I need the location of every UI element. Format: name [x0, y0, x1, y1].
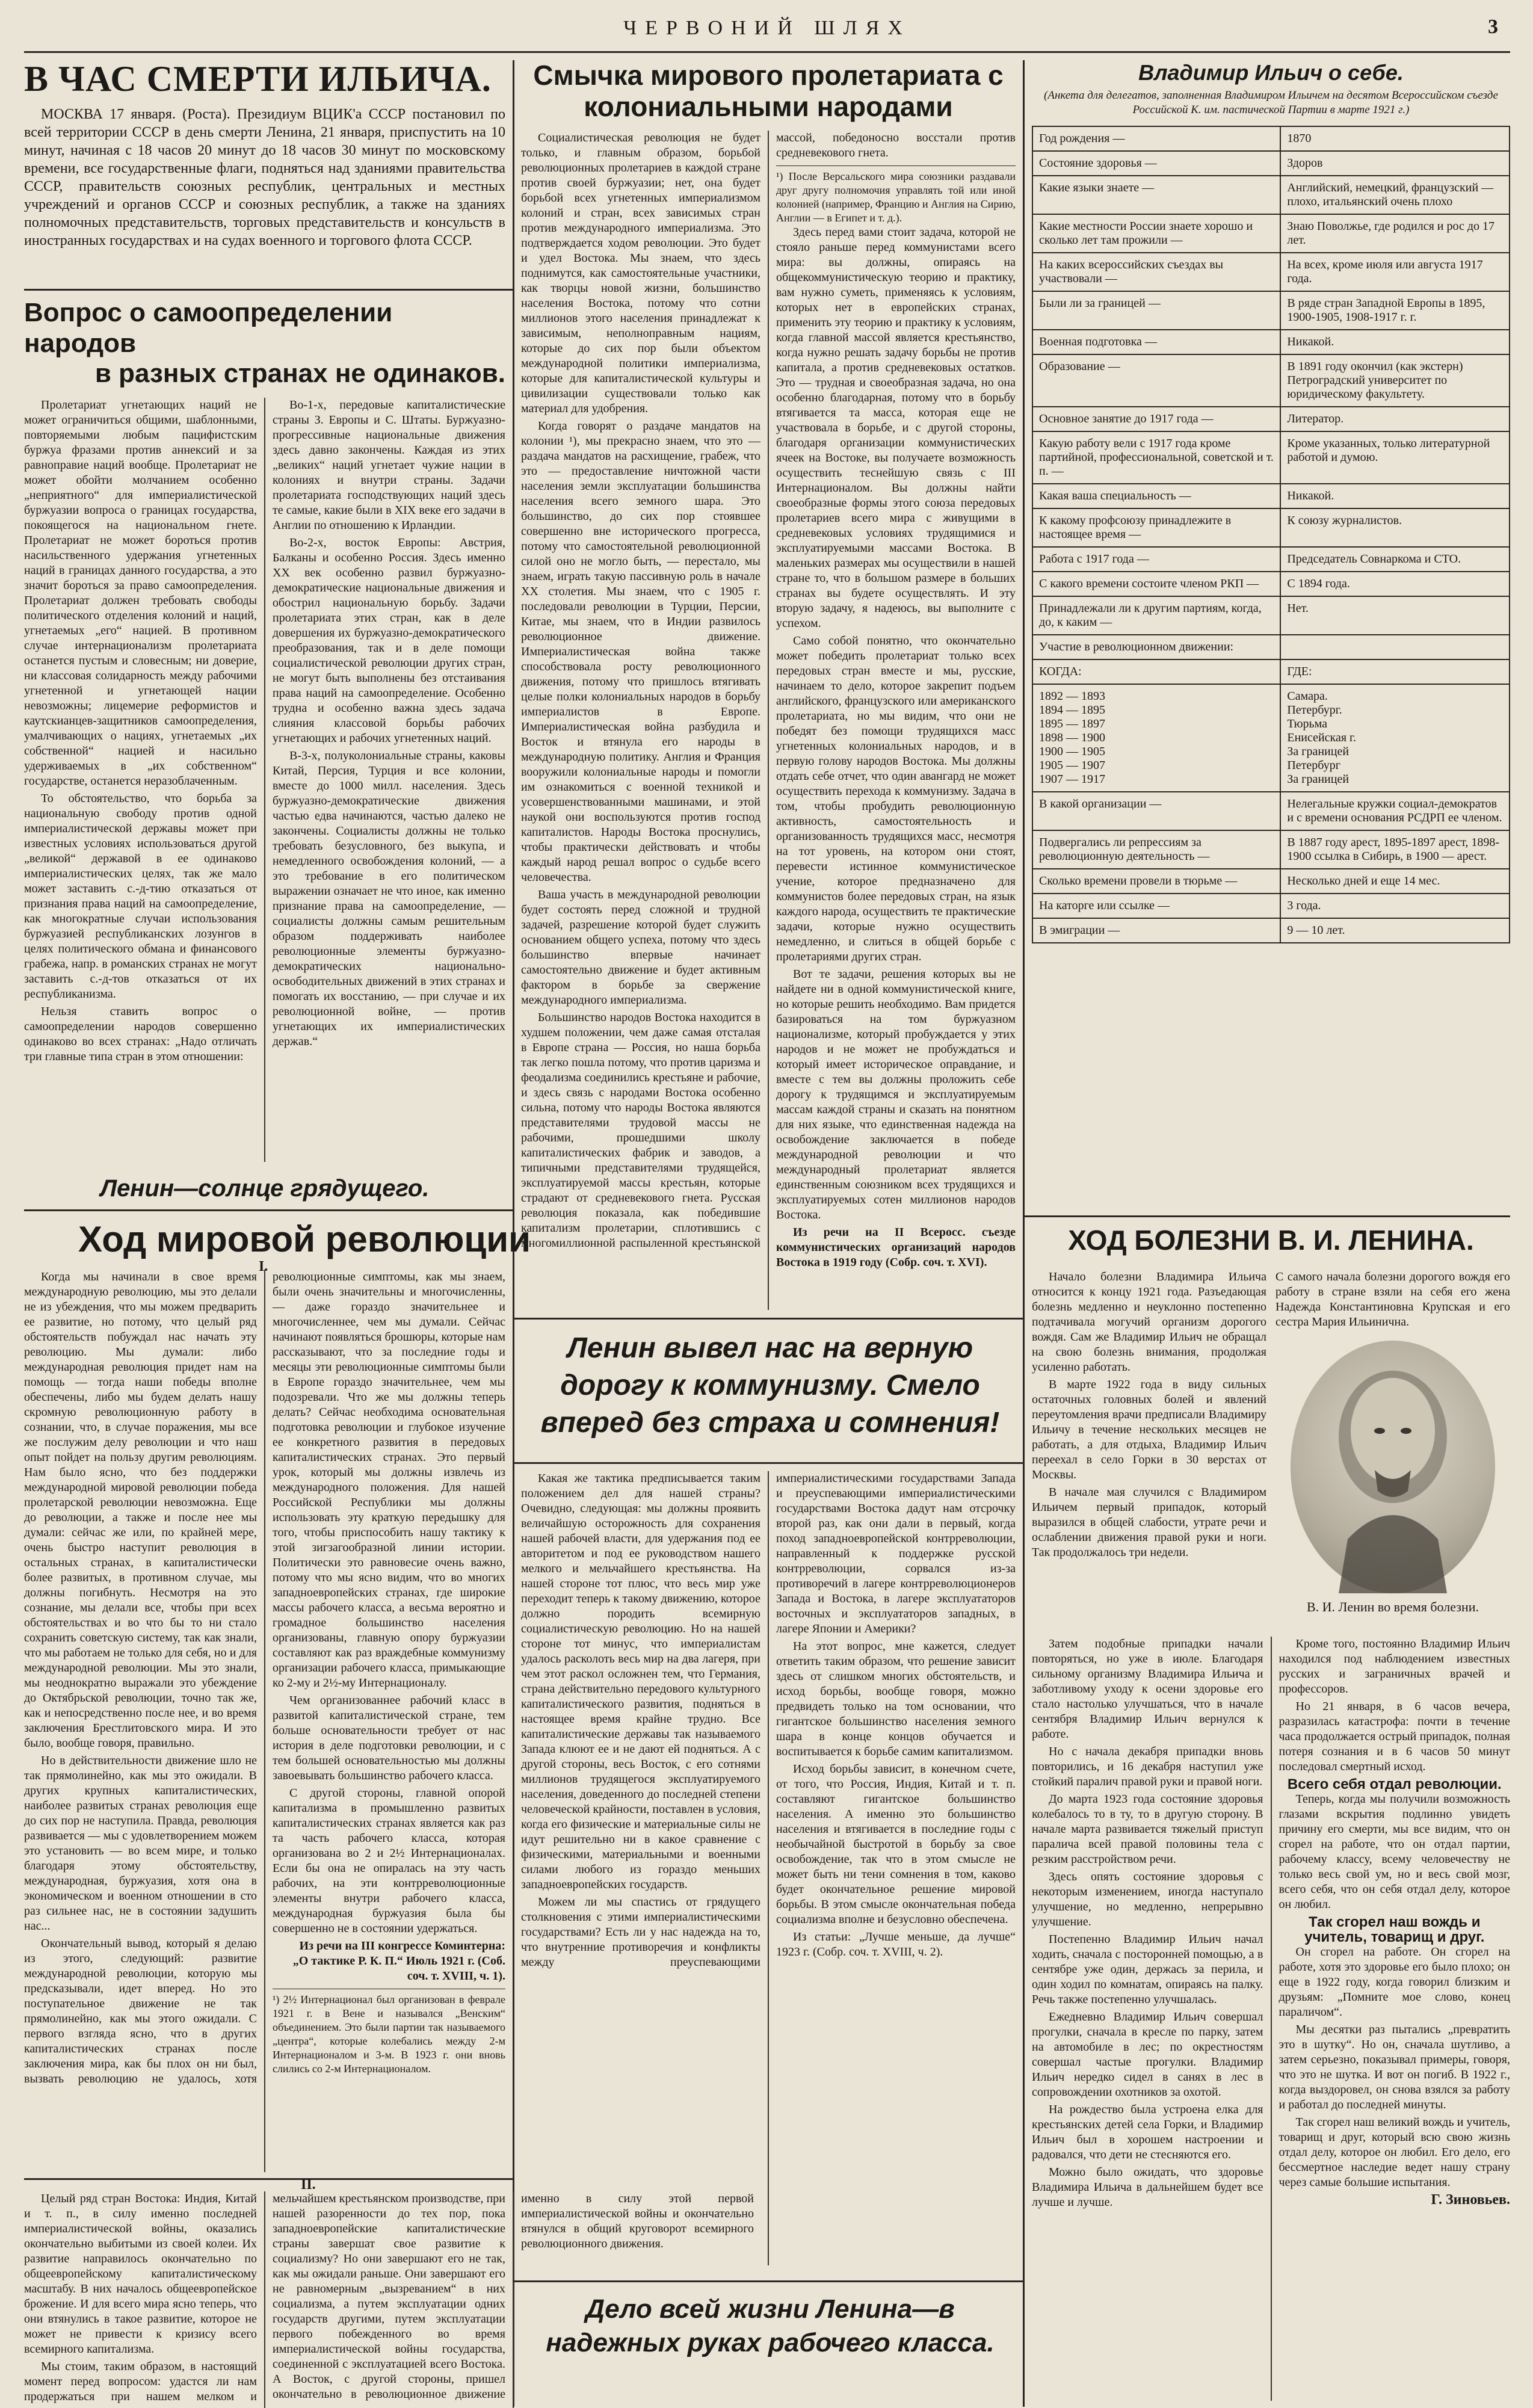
world-revolution-title: Ход мировой революции — [78, 1219, 531, 1259]
paragraph: Окончательный вывод, который я делаю из этого, следующий: развитие международной революции, которую мы предсказывали, идет вперед. Но это поступательное движение не так прямолинейно, как мы этого ожидали. С первого взгляда ясно, что в других капиталистических странах после заключения мира, как бы плох он ни был, вызвать революцию не удалось, хотя революционные симптомы, как мы знаем, были очень значительны и многочисленны, — даже гораздо значительнее и многочисленнее, чем мы думали. Сейчас начинают появляться брошюры, которые нам рассказывают, что за последние годы и месяцы эти революционные симптомы были в Европе гораздо значительнее, чем мы подозревали. Что же мы должны теперь делать? Сейчас необходима основательная подготовка революции и глубокое изучение ее конкретного развития в передовых капиталистических странах. Это первый урок, который мы должны извлечь из международного положения. Для нашей Российской Республики мы должны использовать эту краткую передышку для того, чтобы приспособить нашу тактику к этой зигзагообразной линии истории. Политически это равновесие очень важно, потому что мы ясно видим, что во многих западноевропейских странах, где широкие массы рабочего класса, а весьма вероятно и громадное большинство населения организованы, главную опору буржуазии составляют как раз враждебные коммунизму организации рабочего класса, примыкающие ко 2-му и 2½-му Интернационалу. — [24, 1270, 505, 2085]
paragraph: Затем подобные припадки начали повторяться, но уже в июле. Благодаря сильному организму Владимира Ильича и заботливому уходу к осени здоровье его стало настолько улучшаться, что в начале сентября Владимир Ильич вернулся к работе. — [1032, 1637, 1263, 1741]
paragraph: Целый ряд стран Востока: Индия, Китай и т. п., в силу именно последней империалистической войны, оказались окончательно выбитыми из своей колеи. Их развитие направилось окончательно по общеевропейскому капиталистическому масштабу. В них началось общеевропейское брожение. И для всего мира ясно теперь, что они втянулись в такое развитие, которое не может не привести к кризису всего всемирного капитализма. — [24, 2192, 257, 2356]
bio-answer: К союзу журналистов. — [1280, 508, 1510, 547]
bio-table-row — [1032, 253, 1510, 291]
bio-answer: Нелегальные кружки социал-демократов и с времени основания РСДРП ее членом. — [1280, 792, 1510, 830]
bio-question: Подвергались ли репрессиям за революционную деятельность — — [1032, 830, 1280, 869]
bio-question: Какие местности России знаете хорошо и сколько лет там прожили — — [1032, 214, 1280, 253]
section-rule — [1023, 1215, 1510, 1217]
paragraph: Когда говорят о раздаче мандатов на колонии ¹), мы прекрасно знаем, что это — раздача мандатов на расхищение, грабеж, что это — предоставление ничтожной части населения земли эксплуатации большинства населения всего земного шара. Это большинство, до сих пор стоявшее совершенно вне исторического прогресса, потому что самостоятельной революционной силой оно не могло быть, — перестало, мы знаем, играть такую пассивную роль в начале XX столетия. Мы знаем, что с 1905 г. последовали революции в Турции, Персии, Китае, мы знаем, что в Индии развилось революционное движение. Империалистическая война также способствовала росту революционного движения, потому что пришлось втягивать целые полки колониальных народов в борьбу империалистов в Европе. Империалистическая война разбудила и Восток и втянула его народы в международную политику. Англия и Франция вооружили колониальные народы и помогли им ознакомиться с военной техникой и усовершенствованными машинами, и этой наукой они воспользуются против господ капиталистов. Народы Востока проснулись, чтобы практически действовать и чтобы каждый народ решал вопрос о судьбе всего человечества. — [521, 419, 760, 884]
footnote: ¹) После Версальского мира союзники раздавали друг другу полномочия управлять той или иной колонией (например, Францию и Англия на Сирию, Англии — в Египет и т. д.). — [776, 165, 1016, 225]
bio-table-row — [1032, 407, 1510, 431]
bio-question: Состояние здоровья — — [1032, 151, 1280, 176]
bio-question: Сколько времени провели в тюрьме — — [1032, 869, 1280, 894]
paragraph: Но 21 января, в 6 часов вечера, разразилась катастрофа: почти в течение часа продолжается острый припадок, полная потеря сознания и в 6 часов 50 минут последовал смертный исход. — [1279, 1700, 1510, 1773]
paragraph: В-3-х, полуколониальные страны, каковы Китай, Персия, Турция и все колонии, вместе до 1000 милл. населения. Здесь буржуазно-демократические движения частью едва начинаются, частью далеко не закончены. Социалисты должны не только требовать безусловного, без выкупа, и немедленного освобождения колоний, — а это требование в его политическом выражении означает не что иное, как именно признание права на самоопределение, — социалисты должны самым решительным образом поддерживать наиболее революционные элементы буржуазно-демократических национально-освободительных движений в этих странах и помогать их восстанию, — при случае и их революционной войне, — против угнетающих их империалистических держав.“ — [273, 749, 505, 1048]
portrait-image-icon — [1291, 1341, 1495, 1593]
illness-col-2-top — [1275, 1270, 1510, 1615]
paragraph: В начале мая случился с Владимиром Ильичем первый припадок, который выразился в общей слабости, утрате речи и ослаблении движения правой руки и ноги. Так продолжалось три недели. — [1032, 1486, 1266, 1559]
section-mark-2: II. — [301, 2177, 316, 2193]
world-revolution-continuation-body — [521, 1471, 1016, 2265]
section-rule — [513, 1318, 1023, 1320]
bio-answer: Английский, немецкий, французский — плохо, итальянский очень плохо — [1280, 176, 1510, 214]
bio-answer: Никакой. — [1280, 484, 1510, 508]
paragraph: Исход борьбы зависит, в конечном счете, от того, что Россия, Индия, Китай и т. п. составляют гигантское большинство населения. А именно это большинство населения и втягивается в последние годы с необычайной быстротой в борьбу за свое освобождение, так что в этом смысле не может быть ни тени сомнения в том, каково будет окончательное решение мировой борьбы. В этом смысле окончательная победа социализма вполне и безусловно обеспечена. — [776, 1762, 1016, 1926]
bio-table-row — [1032, 547, 1510, 572]
footnote: ¹) 2½ Интернационал был организован в феврале 1921 г. в Вене и назывался „Венским“ объединением. Это были партии так называемого „центра“, которые колебались между 2-м Интернационалом и 3-м. В 1923 г. они вновь слились со 2-м Интернационалом. — [273, 1989, 505, 2076]
column-rule-right — [1023, 60, 1025, 2407]
paragraph: Здесь перед вами стоит задача, которой не стояло раньше перед коммунистами всего мира: вы должны, опираясь на общекоммунистическую теорию и практику, вам нужно суметь, применяясь к условиям, которых нет в европейских странах, применить эту теорию и практику к условиям, когда главной массой является крестьянство, когда нужно решать задачу борьбы не против капитала, а против средневековых остатков. Это — трудная и своеобразная задача, но она особенно благодарная, потому что в борьбу втягивается та масса, которая еще не участвовала в борьбе, и с другой стороны, благодаря организации коммунистических ячеек на Востоке, вы получаете возможность осуществить теснейшую связь с III Интернационалом. Вы должны найти своеобразные формы этого союза передовых пролетариев всего мира с живущими в средневековых условиях трудящимися и эксплуатируемыми массами Востока. В маленьких размерах мы осуществили в нашей стране то, что в большом размере в больших странах вы будете осуществлять. И эту вторую задачу, я надеюсь, вы выполните с успехом. — [776, 226, 1016, 631]
death-notice-title: В ЧАС СМЕРТИ ИЛЬИЧА. — [24, 59, 492, 99]
paragraph: Начало болезни Владимира Ильича относится к концу 1921 года. Разъедающая болезнь медленно и неуклонно постепенно подтачивала могучий организм дорогого вождя. Сам же Владимир Ильич не обращал на свою болезнь внимания, продолжая усиленно работать. — [1032, 1270, 1266, 1374]
world-revolution-continuation — [521, 1471, 1016, 2265]
bio-answer: В 1887 году арест, 1895-1897 арест, 1898-1900 ссылка в Сибирь, в 1900 — арест. — [1280, 830, 1510, 869]
bio-answer: 1870 — [1280, 126, 1510, 151]
world-revolution-body-2 — [24, 2191, 754, 2408]
bio-answer — [1280, 635, 1510, 659]
paragraph: Ваша участь в международной революции будет состоять перед сложной и трудной задачей, разрешение которой будет служить основанием общего успеха, потому что здесь большинство впервые начинает самостоятельно движение и будет активным фактором в борьбе за свержение международного империализма. — [521, 888, 760, 1007]
world-revolution-part1 — [24, 1259, 505, 2172]
bio-question: Год рождения — — [1032, 126, 1280, 151]
paragraph: В марте 1922 года в виду сильных остаточных головных болей и явлений переутомления врачи предписали Владимиру Ильичу в течение нескольких месяцев не работать, а для отдыха, Владимир Ильич переехал в село Горки в 30 верстах от Москвы. — [1032, 1378, 1266, 1481]
smychka-body — [521, 131, 1016, 1310]
bio-answer: Самара. Петербург. Тюрьма Енисейская г. За границей Петербург За границей — [1280, 684, 1510, 792]
bio-table-row — [1032, 291, 1510, 330]
paragraph: Во-1-х, передовые капиталистические страны З. Европы и С. Штаты. Буржуазно-прогрессивные национальные движения здесь давно закончены. Каждая из этих „великих“ наций угнетает чужие нации в колониях и внутри страны. Задачи пролетариата господствующих наций здесь те самые, какие были в XIX веке его задачи в Англии по отношению к Ирландии. — [273, 398, 505, 532]
bio-question: Какую работу вели с 1917 года кроме партийной, профессиональной, советской и т. п. — — [1032, 431, 1280, 484]
page-number: 3 — [1488, 16, 1498, 38]
death-notice-text: МОСКВА 17 января. (Роста). Президиум ВЦИК'а СССР постановил по всей территории СССР в день смерти Ленина, 21 января, приспустить на 10 минут, начиная с 18 часов 20 минут до 18 часов 30 минут по московскому времени, все государственные флаги, подняться над зданиями правительства СССР, правительств союзных республик, центральных и местных учреждений и органов СССР и союзных республик, а также на зданиях полномочных представительств, торговых представительств и консульств в иностранных государствах и на судах военного и торгового флота СССР. — [24, 107, 505, 249]
bio-answer: Нет. — [1280, 596, 1510, 635]
paragraph: С другой стороны, главной опорой капитализма в промышленно развитых капиталистических странах является как раз та часть рабочего класса, которая организована во 2 и 2½ Интернационалах. Если бы она не опиралась на эту часть рабочих, на эти контрреволюционные элементы внутри рабочего класса, международная буржуазия была бы совершенно не в состоянии удержаться. — [273, 1786, 505, 1935]
source-citation: Из речи на III конгрессе Коминтерна: „О тактике Р. К. П.“ Июль 1921 г. (Соб. соч. т. XVIII, ч. 1). — [292, 1939, 505, 1983]
bio-answer: Председатель Совнаркома и СТО. — [1280, 547, 1510, 572]
source-citation: Из речи на II Всеросс. съезде коммунистических организаций народов Востока в 1919 году (Собр. соч. т. XVI). — [776, 1226, 1016, 1270]
lenin-work-slogan: Дело всей жизни Ленина—в надежных руках рабочего класса. — [546, 2294, 995, 2357]
paragraph: С самого начала болезни дорогого вождя его работу в стране взяли на себя его жена Надежда Константиновна Крупская и его сестра Мария Ильинична. — [1275, 1270, 1510, 1329]
bio-question: В какой организации — — [1032, 792, 1280, 830]
bio-answer: Литератор. — [1280, 407, 1510, 431]
paragraph: На этот вопрос, мне кажется, следует ответить таким образом, что решение зависит здесь от слишком многих обстоятельств, и исход борьбы, вообще говоря, можно предвидеть только на том основании, что гигантское большинство населения земного шара в конце концов обучается и воспитывается к борьбе самим капитализмом. — [776, 1640, 1016, 1758]
illness-article — [1032, 1224, 1510, 1256]
bio-question: На каторге или ссылке — — [1032, 894, 1280, 918]
bio-table-row — [1032, 572, 1510, 596]
self-determination-body — [24, 398, 505, 1162]
bio-answer: Несколько дней и еще 14 мес. — [1280, 869, 1510, 894]
bio-table-row — [1032, 126, 1510, 151]
bio-answer: Никакой. — [1280, 330, 1510, 354]
bio-table-subtitle: (Анкета для делегатов, заполненная Владимиром Ильичем на десятом Всероссийском съезде Российской К. им. пастической Партии в марте 1921 г.) — [1044, 89, 1498, 117]
self-determination-title-2: в разных странах не одинаков. — [94, 359, 505, 389]
section-rule — [513, 1462, 1023, 1464]
bio-question: Военная подготовка — — [1032, 330, 1280, 354]
paragraph: Большинство народов Востока находится в худшем положении, чем даже самая отсталая в Европе страна — Россия, но наша борьба так легко пошла потому, что против царизма и феодализма соединились крестьяне и рабочие, и здесь связь с народами Востока особенно сильна, потому что народы Востока являются представителями трудовой массы не рабочими, прошедшими школу капиталистических фабрик и заводов, а типичными представителями трудящейся, эксплуатируемой массы крестьян, которые страдают от средневекового гнета. Русская революция показала, как победившие капитализм пролетарии, сплотившись с многомиллионной распыленной крестьянской массой, победоносно восстали против средневекового гнета. — [521, 131, 1016, 1250]
bio-table-row — [1032, 431, 1510, 484]
paragraph: То обстоятельство, что борьба за национальную свободу против одной империалистической державы может при известных условиях использоваться другой „великой“ державой в ее одинаково империалистических целях, так же мало может заставить с.-д-тию отказаться от признания права наций на самоопределение, как многократные случаи использования буржуазией республиканских лозунгов в целях политического обмана и финансового грабежа, напр. в романских странах не могут заставить с.-д-тов отказаться от их республиканизма. — [24, 791, 257, 1001]
world-revolution-body — [24, 1270, 505, 2172]
lenin-photo — [1291, 1341, 1495, 1593]
paragraph: Мы стоим, таким образом, в настоящий момент перед вопросом: удастся ли нам продержаться при нашем мелком и мельчайшем крестьянском производстве, при нашей разоренности до тех пор, пока западноевропейские капиталистические страны завершат свое развитие к социализму? Но они завершают его не так, как мы ожидали раньше. Они завершают его не равномерным „вызреванием“ в них социализма, а путем эксплуатации одних государств другими, путем эксплуатации первого побежденного во время империалистической войны государства, соединенной с эксплуатацией всего Востока. А Восток, с другой стороны, пришел окончательно в революционное движение именно в силу этой первой империалистической войны и окончательно втянулся в общий круговорот всемирного революционного движения. — [24, 2192, 754, 2403]
bio-question: КОГДА: — [1032, 659, 1280, 684]
bio-question: Работа с 1917 года — — [1032, 547, 1280, 572]
bio-question: 1892 — 1893 1894 — 1895 1895 — 1897 1898 — 1900 1900 — 1905 1905 — 1907 1907 — 1917 — [1032, 684, 1280, 792]
bio-answer: В 1891 году окончил (как экстерн) Петроградский университет по юридическому факультету. — [1280, 354, 1510, 407]
paragraph: Само собой понятно, что окончательно может победить пролетариат только всех передовых стран вместе и мы, русские, начинаем то дело, которое закрепит подъем английского, французского или американского пролетариата, но мы видим, что они не победят без помощи трудящихся масс угнетенных колониальных народов, и в первую голову народов Востока. Мы должны отдать себе отчет, что один авангард не может осуществить перехода к коммунизму. Задача в том, чтобы пробудить революционную активность, самостоятельность и организованность трудящихся масс, несмотря на тот уровень, на котором они стоят, перевести истинное коммунистическое учение, которое предназначено для коммунистов более передовых стран, на язык каждого народа, осуществить те практические задачи, которые нужно осуществить немедленно, и слиться в общей борьбе с пролетариями других стран. — [776, 634, 1016, 964]
paragraph: Ежедневно Владимир Ильич совершал прогулки, сначала в кресле по парку, затем на автомобиле в лес; по окрестностям совершал частые прогулки. Владимир Ильич нередко сидел в санях в лес в сопровождении охотников за охотой. — [1032, 2010, 1263, 2099]
bio-table-row — [1032, 894, 1510, 918]
bio-question: К какому профсоюзу принадлежите в настоящее время — — [1032, 508, 1280, 547]
paragraph: Во-2-х, восток Европы: Австрия, Балканы и особенно Россия. Здесь именно ХХ век особенно развил буржуазно-демократические национальные движения и обострил национальную борьбу. Задачи пролетариата этих стран, как в деле довершения их буржуазно-демократического преобразования, так и в деле помощи социалистической революции других стран, не могут быть выполнены без отстаивания права наций на самоопределение. Особенно трудна и особенно важна здесь задача слияния классовой борьбы рабочих угнетающих и рабочих угнетенных наций. — [273, 536, 505, 745]
paragraph: Когда мы начинали в свое время международную революцию, мы это делали не из убеждения, что мы можем предварить ее развитие, но потому, что целый ряд обстоятельств побуждал нас начать эту революцию. Мы думали: либо международная революция придет нам на помощь — тогда наши победы вполне обеспечены, либо мы будем делать нашу скромную революционную работу в сознании, что, в случае поражения, мы все же послужим делу революции и что наш опыт пойдет на пользу другим революциям. Нам было ясно, что без поддержки международной мировой революции победа пролетарской революции невозможна. Еще до революции, а также и после нее мы думали: сейчас же или, по крайней мере, очень быстро наступит революция в остальных странах, в капиталистически более развитых, в противном случае, мы должны погибнуть. Несмотря на это сознание, мы делали все, чтобы при всех обстоятельствах и во что бы то ни стало сохранить советскую систему, так как знали, что мы работаем не только для себя, но и для международной революции. Мы это знали, мы неоднократно выражали это убеждение до Октябрьской революции, точно так же, как и непосредственно после нее, и во время заключения Брестлитовского мира. И это было, вообще говоря, правильно. — [24, 1270, 257, 1750]
death-notice — [24, 60, 505, 250]
bio-question: В эмиграции — — [1032, 918, 1280, 943]
bio-table-row — [1032, 354, 1510, 407]
paragraph: На рождество была устроена елка для крестьянских детей села Горки, и Владимир Ильич был в хорошем настроении и радовался, что дети не стесняются его. — [1032, 2103, 1263, 2161]
bio-table-row — [1032, 830, 1510, 869]
bio-question: На каких всероссийских съездах вы участвовали — — [1032, 253, 1280, 291]
author-signature: Г. Зиновьев. — [1431, 2192, 1510, 2208]
bio-question: Принадлежали ли к другим партиям, когда, до, к каким — — [1032, 596, 1280, 635]
section-mark-1: I. — [259, 1259, 268, 1274]
section-rule — [24, 2178, 513, 2180]
bio-answer: В ряде стран Западной Европы в 1895, 1900-1905, 1908-1917 г. г. — [1280, 291, 1510, 330]
paragraph: До марта 1923 года состояние здоровья колебалось то в ту, то в другую сторону. В начале марта развивается тяжелый приступ паралича всей правой половины тела с резким расстройством речи. — [1032, 1792, 1263, 1866]
paragraph: Нельзя ставить вопрос о самоопределении народов совершенно одинаково во всех странах: „Надо отличать три главные типа стран в этом отношении: — [24, 1004, 257, 1063]
subheading: Так сгорел наш вождь и учитель, товарищ и друг. — [1304, 1914, 1485, 1945]
self-determination-article — [24, 298, 505, 1202]
page-header — [24, 11, 1510, 53]
section-rule — [513, 2280, 1023, 2282]
illness-body-1 — [1032, 1270, 1266, 1560]
bio-answer: 9 — 10 лет. — [1280, 918, 1510, 943]
paragraph: Социалистическая революция не будет только, и главным образом, борьбой революционных пролетариев в каждой стране против своей буржуазии; нет, она будет борьбой всех угнетенных империализмом колоний и стран, всех зависимых стран против международного империализма. Это подтверждается ходом революции. Это будет и удел Востока. Мы знаем, что здесь поднимутся, как самостоятельные участники, как творцы новой жизни, большинство населения Востока, потому что сотни миллионов этого населения принадлежат к зависимым, неполноправным нациям, которые до сих пор были объектом международной политики империализма, которые для капиталистической культуры и цивилизации существовали только как материал для удобрения. — [521, 131, 760, 416]
bio-table-section — [1032, 60, 1510, 943]
bio-table-row — [1032, 635, 1510, 659]
paragraph: Так сгорел наш великий вождь и учитель, товарищ и друг, который всю свою жизнь отдал делу, которое он любил. Его дело, его бессмертное наследие ведет нашу страну через самые большие испытания. — [1279, 2116, 1510, 2189]
bio-answer: С 1894 года. — [1280, 572, 1510, 596]
bio-table-row — [1032, 596, 1510, 635]
bio-table-row — [1032, 869, 1510, 894]
subheading: Всего себя отдал революции. — [1287, 1776, 1502, 1792]
bio-question: Какие языки знаете — — [1032, 176, 1280, 214]
bio-table-row — [1032, 214, 1510, 253]
illness-body-2 — [1032, 1637, 1510, 2401]
illness-col-1-top — [1032, 1270, 1266, 1631]
bio-question: Какая ваша специальность — — [1032, 484, 1280, 508]
bio-table-row — [1032, 918, 1510, 943]
smychka-article — [521, 60, 1016, 1310]
illness-title: ХОД БОЛЕЗНИ В. И. ЛЕНИНА. — [1068, 1224, 1474, 1256]
paragraph: Вот те задачи, решения которых вы не найдете ни в одной коммунистической книге, но которые решить необходимо. Вам придется базироваться на том буржуазном национализме, который пробуждается у этих народов и не может не пробуждаться и который имеет историческое оправдание, и вместе с тем вы должны проложить себе дорогу к трудящимся и эксплуатируемым массам каждой страны и сказать на понятном для них языке, что единственная надежда на освобождение заключается в победе международной революции и что международный пролетариат является единственным союзником всех трудящихся и эксплуатируемых сотен миллионов народов Востока. — [776, 968, 1016, 1222]
bio-question: С какого времени состоите членом РКП — — [1032, 572, 1280, 596]
self-determination-title-1: Вопрос о самоопределении народов — [24, 298, 393, 358]
paragraph: Но с начала декабря припадки вновь повторились, и 16 декабря наступил уже стойкий паралич правой руки и правой ноги. — [1032, 1745, 1263, 1788]
bio-answer: Здоров — [1280, 151, 1510, 176]
lenin-sun-slogan: Ленин—солнце грядущего. — [100, 1175, 430, 1202]
bio-table-row — [1032, 684, 1510, 792]
paragraph: Здесь опять состояние здоровья с некоторым изменением, иногда наступало улучшение, но медленно, непрерывно улучшение. — [1032, 1870, 1263, 1928]
bio-question: Основное занятие до 1917 года — — [1032, 407, 1280, 431]
bio-table — [1032, 126, 1510, 943]
bio-table-row — [1032, 792, 1510, 830]
bio-question: Были ли за границей — — [1032, 291, 1280, 330]
world-revolution-part2 — [24, 2177, 754, 2408]
bio-table-row — [1032, 151, 1510, 176]
bio-question: Образование — — [1032, 354, 1280, 407]
bio-table-row — [1032, 330, 1510, 354]
paragraph: Кроме того, постоянно Владимир Ильич находился под наблюдением известных русских и заграничных врачей и профессоров. — [1279, 1637, 1510, 1696]
paragraph: Теперь, когда мы получили возможность глазами вскрытия подлинно увидеть причину его смерти, мы все видим, что он сгорел на работе, что он отдал партии, рабочему классу, всему человечеству не только весь свой ум, но и весь свой мозг, всего себя, что он себя отдал делу, которое он любил. — [1279, 1792, 1510, 1911]
paragraph: Он сгорел на работе. Он сгорел на работе, хотя это здоровье его было плохо; он еще в 1922 году, когда говорил близким и друзьям: „Помните мое слово, конец параличом“. — [1279, 1945, 1510, 2019]
paragraph: Можно было ожидать, что здоровье Владимира Ильича в дальнейшем будет все лучше и лучше. — [1032, 2166, 1263, 2209]
lenin-led-slogan: Ленин вывел нас на верную дорогу к коммунизму. Смело вперед без страха и сомнения! — [540, 1332, 1000, 1439]
section-rule — [24, 289, 513, 291]
paragraph: Можем ли мы спастись от грядущего столкновения с этими империалистическими государствами? Есть ли у нас надежда на то, что внутренние противоречия и конфликты между преуспевающими империалистическими государствами Запада и преуспевающими империалистическими государствами Востока дадут нам отсрочку второй раз, как они дали в первый, когда поход западноевропейской контрреволюции, направленный к поддержке русской контрреволюции, сорвался из-за противоречий в лагере контрреволюционеров Запада и Востока, в лагере эксплуататоров восточных и эксплуататоров западных, в лагере Японии и Америки? — [521, 1472, 1016, 1969]
bio-answer: Кроме указанных, только литературной работой и думою. — [1280, 431, 1510, 484]
smychka-title: Смычка мирового пролетариата с колониальными народами — [533, 60, 1004, 122]
bio-table-row — [1032, 484, 1510, 508]
bio-table-row — [1032, 659, 1510, 684]
paragraph: Какая же тактика предписывается таким положением дел для нашей страны? Очевидно, следующая: мы должны проявить величайшую осторожность для сохранения нашей рабочей власти, для удержания под ее авторитетом и под ее руководством нашего мелкого и мельчайшего крестьянства. На нашей стороне тот плюс, что весь мир уже переходит теперь к такому движению, которое должно породить всемирную социалистическую революцию. Но на нашей стороне тот минус, что империалистам удалось расколоть весь мир на два лагеря, при чем этот раскол осложнен тем, что Германия, страна действительно передового культурного капиталистического развития, подняться в настоящее время крайне трудно. Все капиталистические державы так называемого Запада клюют ее и не дают ей подняться. А с другой стороны, весь Восток, с его сотнями миллионов трудящегося эксплуатируемого населения, доведенного до последней степени человеческой крайности, поставлен в условия, когда его физические и материальные силы не идут решительно ни в какое сравнение с физическими, материальными и военными силами любого из гораздо меньших западноевропейских государств. — [521, 1472, 760, 1891]
bio-answer: На всех, кроме июля или августа 1917 года. — [1280, 253, 1510, 291]
illness-body-lower — [1032, 1637, 1510, 2401]
paragraph: Мы десятки раз пытались „превратить это в шутку“. Но он, сначала шутливо, а затем серьезно, показывал примеры, говоря, что это не шутка. И вот он погиб. В 1922 г., когда выздоровел, он снова взялся за работу и работал до последней минуты. — [1279, 2023, 1510, 2111]
bio-answer: 3 года. — [1280, 894, 1510, 918]
paragraph: Из статьи: „Лучше меньше, да лучше“ 1923 г. (Собр. соч. т. XVIII, ч. 2). — [776, 1930, 1016, 1959]
photo-caption: В. И. Ленин во время болезни. — [1307, 1599, 1479, 1614]
bio-answer: ГДЕ: — [1280, 659, 1510, 684]
paragraph: Но в действительности движение шло не так прямолинейно, как мы это ожидали. В других крупных капиталистических, наиболее развитых странах революция еще до сих пор не наступила. Правда, революция развивается — мы с удовлетворением можем это установить — во всем мире, и только благодаря этому обстоятельству, международная, буржуазия, хотя она в экономическом и военном отношении в сто раз сильнее нас, не в состоянии задушить нас... — [24, 1754, 257, 1933]
section-rule — [24, 1209, 513, 1211]
paragraph: Постепенно Владимир Ильич начал ходить, сначала с посторонней помощью, а в сентябре уже один, держась за перила, и один ходил по комнатам, опираясь на палку. Речь также постепенно улучшалась. — [1032, 1933, 1263, 2006]
running-head: ЧЕРВОНИЙ ШЛЯХ — [623, 17, 911, 39]
paragraph: Пролетариат угнетающих наций не может ограничиться общими, шаблонными, повторяемыми любым пацифистским буржуа фразами против аннексий и за равноправие наций вообще. Пролетариат не может обойти молчанием особенно „неприятного“ для империалистической буржуазии вопроса о границах государства, покоящегося на национальном гнете. Пролетариат не может бороться против насильственного удержания угнетенных наций в границах данного государства, а это значит бороться за право самоопределения. Пролетариат должен требовать свободы политического отделения колоний и наций, угнетаемых „его“ нацией. В противном случае интернационализм пролетариата останется пустым и словесным; ни доверие, ни классовая солидарность между рабочими угнетенной и угнетающей нации невозможны; лицемерие реформистов и каутскианцев-защитников самоопределения, умалчивающих о нациях, угнетаемых „их собственной“ нацией и насильно удерживаемых в „их собственном“ государстве, останется неразоблаченным. — [24, 398, 257, 788]
bio-table-row — [1032, 508, 1510, 547]
paragraph: Чем организованнее рабочий класс в развитой капиталистической стране, тем больше основательности требует от нас история в деле подготовки революции, и с тем большей основательностью мы должны завоевывать большинство рабочего класса. — [273, 1694, 505, 1782]
bio-question: Участие в революционном движении: — [1032, 635, 1280, 659]
bio-answer: Знаю Поволжье, где родился и рос до 17 лет. — [1280, 214, 1510, 253]
bio-table-title: Владимир Ильич о себе. — [1138, 60, 1404, 85]
bio-table-row — [1032, 176, 1510, 214]
